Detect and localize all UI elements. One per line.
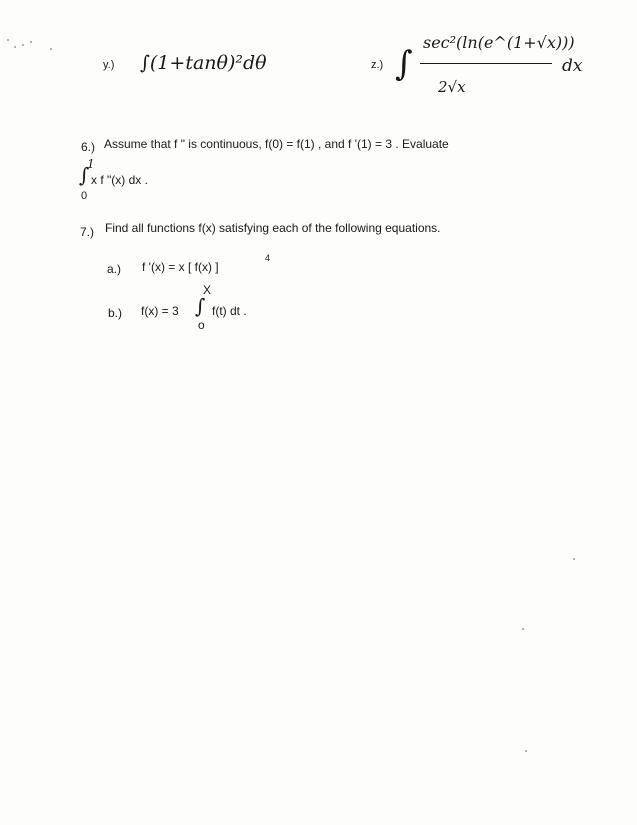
problem-7a-exponent: 4: [265, 253, 271, 263]
scan-speck: [14, 46, 16, 48]
problem-6-number: 6.): [81, 140, 96, 154]
problem-6-integral-lower: 0: [81, 190, 88, 202]
problem-6-integrand: x f "(x) dx .: [91, 173, 148, 187]
scan-speck: [22, 44, 24, 46]
problem-7b-integral-lower: o: [198, 318, 205, 332]
problem-z-label: z.): [371, 59, 384, 71]
problem-7b-integral-sign: ∫: [195, 294, 206, 318]
problem-7a-label: a.): [107, 262, 122, 276]
scan-speck: [525, 750, 527, 752]
problem-7b-integrand: f(t) dt .: [212, 304, 247, 318]
problem-7b-label: b.): [108, 306, 123, 320]
problem-z-numerator: sec²(ln(e^(1+√x))): [423, 33, 575, 52]
problem-y-label: y.): [103, 59, 115, 71]
scan-speck: [30, 41, 32, 43]
scan-speck: [7, 39, 9, 41]
problem-6-integral-upper: 1: [87, 157, 95, 171]
problem-7b-integral-upper: X: [203, 283, 212, 297]
problem-z-integral-sign: ∫: [395, 44, 413, 84]
fraction-bar: [420, 63, 552, 64]
problem-y-integral: ∫(1+tanθ)²dθ: [140, 52, 267, 74]
scan-speck: [573, 558, 575, 560]
problem-7-number: 7.): [80, 225, 95, 239]
problem-7-text: Find all functions f(x) satisfying each of the following equations.: [105, 221, 441, 235]
scan-speck: [50, 48, 52, 50]
problem-6-text: Assume that f " is continuous, f(0) = f(1) , and f '(1) = 3 . Evaluate: [104, 137, 449, 151]
problem-7b-lhs: f(x) = 3: [141, 304, 179, 318]
problem-z-differential: dx: [562, 56, 583, 76]
problem-7a-equation: f '(x) = x [ f(x) ]: [142, 260, 219, 274]
problem-z-denominator: 2√x: [438, 78, 466, 96]
scan-speck: [522, 628, 524, 630]
problem-6-integral-sign: ∫: [79, 163, 90, 187]
